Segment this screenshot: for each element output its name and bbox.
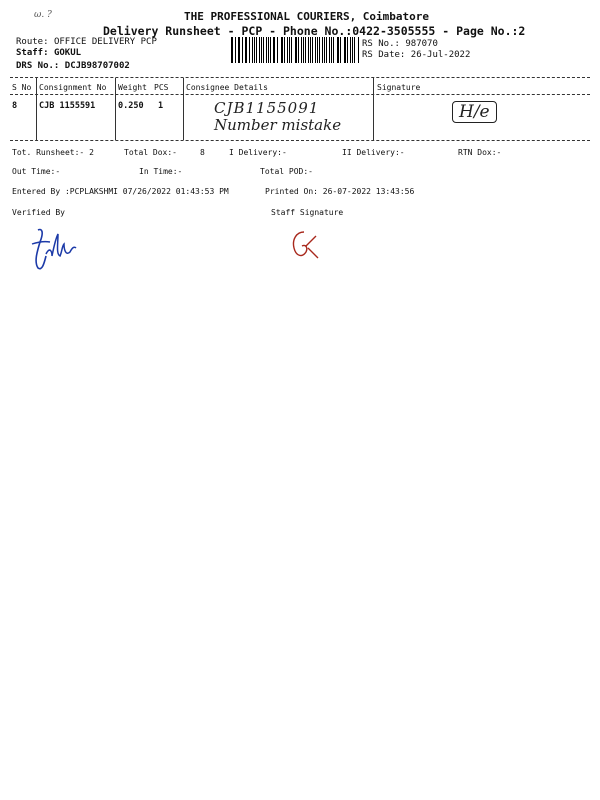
stray-mark: ω. ? <box>34 10 52 20</box>
table-header-rule <box>10 94 590 95</box>
col-divider <box>36 78 37 140</box>
col-header-consignment: Consignment No <box>39 83 107 92</box>
barcode-bar <box>310 37 311 63</box>
cell-consignment: CJB 1155591 <box>39 101 96 111</box>
printed-on: Printed On: 26-07-2022 13:43:56 <box>265 187 415 196</box>
verifier-signature <box>28 224 80 274</box>
total-pod: Total POD:- <box>260 167 313 176</box>
total-dox-value: 8 <box>200 148 205 157</box>
staff-label: Staff: <box>16 48 49 58</box>
col-divider <box>115 78 116 140</box>
rtn-dox: RTN Dox:- <box>458 148 502 157</box>
col-divider <box>373 78 374 140</box>
i-delivery: I Delivery:- <box>229 148 287 157</box>
barcode-bar <box>289 37 290 63</box>
table-bottom-rule <box>10 140 590 141</box>
total-dox-label: Total Dox:- <box>124 148 177 157</box>
tot-runsheet: Tot. Runsheet:- 2 <box>12 148 94 157</box>
route-line <box>16 37 157 47</box>
route-label: Route: <box>16 37 49 47</box>
out-time: Out Time:- <box>12 167 61 176</box>
cell-sno: 8 <box>12 101 18 111</box>
rs-no-value: 987070 <box>405 39 438 49</box>
barcode-bar <box>350 37 351 63</box>
col-divider <box>183 78 184 140</box>
cell-weight: 0.250 <box>118 101 144 111</box>
ii-delivery: II Delivery:- <box>342 148 405 157</box>
col-header-weight: Weight <box>118 83 147 92</box>
drs-line <box>16 61 130 71</box>
drs-value: DCJB98707002 <box>64 61 130 71</box>
staff-signature-label: Staff Signature <box>271 208 344 217</box>
col-header-signature: Signature <box>377 83 421 92</box>
rs-no-line <box>362 39 438 49</box>
col-header-sno: S No <box>12 83 32 92</box>
handwritten-number-mistake: Number mistake <box>214 116 342 134</box>
runsheet-title: Delivery Runsheet - PCP - Phone No.:0422-3505555 - Page No.:2 <box>103 24 526 38</box>
staff-line <box>16 48 81 58</box>
handwritten-consignment-note: CJB1155091 <box>214 99 320 117</box>
receiver-signature: H/e <box>452 101 497 123</box>
entered-by: Entered By :PCPLAKSHMI 07/26/2022 01:43:53 PM <box>12 187 229 196</box>
staff-signature <box>288 226 322 262</box>
col-header-consignee: Consignee Details <box>186 83 268 92</box>
barcode-bar <box>331 37 332 63</box>
barcode-bar <box>274 37 275 63</box>
barcode-bar <box>256 37 257 63</box>
col-header-pcs: PCS <box>154 83 169 92</box>
rs-date-line <box>362 50 470 60</box>
cell-pcs: 1 <box>158 101 164 111</box>
barcode <box>231 37 359 63</box>
rs-date-value: 26-Jul-2022 <box>410 50 471 60</box>
drs-label: DRS No.: <box>16 61 60 71</box>
table-top-rule <box>10 77 590 78</box>
in-time: In Time:- <box>139 167 183 176</box>
barcode-bar <box>239 37 240 63</box>
verified-by-label: Verified By <box>12 208 65 217</box>
rs-no-label: RS No.: <box>362 39 400 49</box>
rs-date-label: RS Date: <box>362 50 406 60</box>
staff-value: GOKUL <box>53 48 82 58</box>
route-value: OFFICE DELIVERY PCP <box>53 37 157 47</box>
company-title: THE PROFESSIONAL COURIERS, Coimbatore <box>184 10 430 23</box>
